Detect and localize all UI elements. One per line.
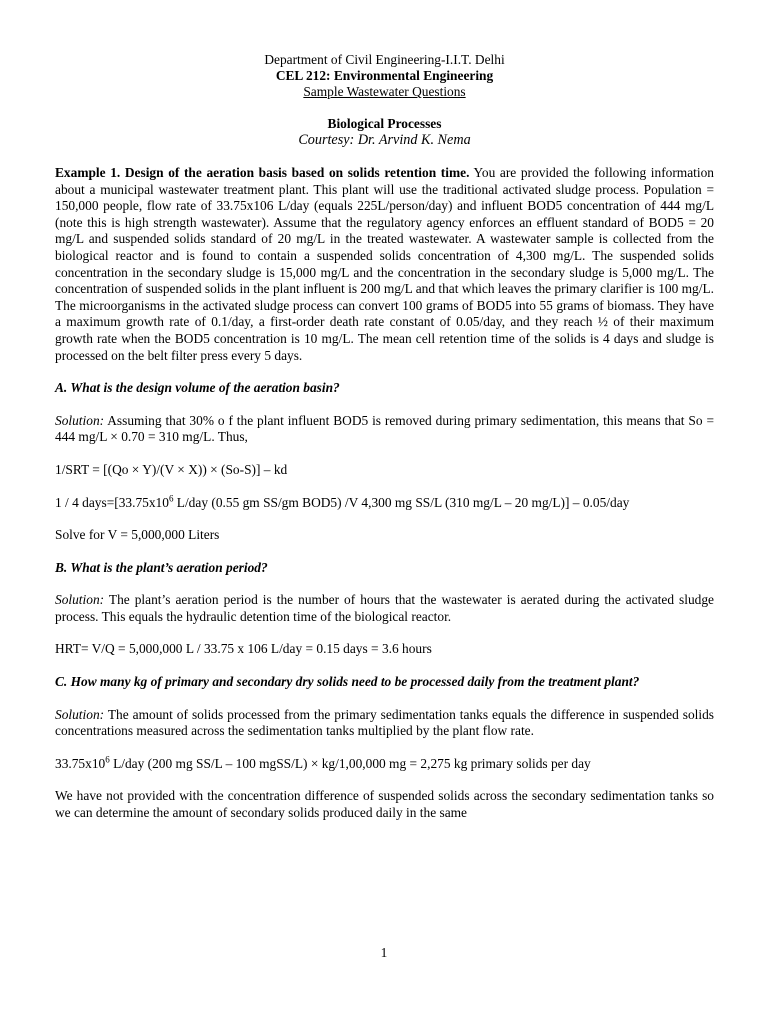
example-1-body: You are provided the following information about a municipal wastewater treatment plant. This plant will use the traditional activated sludge process. Population = 150,000 people, flow rate of 33.75x106 L/day (equals 225L/person/day) and influent BOD5 concentration of 444 mg/L (note this is high strength wastewater). Assume that the regulatory agency enforces an effluent standard of BOD5 = 20 mg/L and suspended solids standard of 20 mg/L in the treated wastewater. A wastewater sample is collected from the biological reactor and is found to contain a suspended solids concentration of 4,300 mg/L. The suspended solids concentration in the secondary sludge is 15,000 mg/L and the concentration in the secondary sludge is 5,000 mg/L. The concentration of suspended solids in the plant influent is 200 mg/L and that which leaves the primary clarifier is 100 mg/L. The microorganisms in the activated sludge process can convert 100 grams of BOD5 into 55 grams of biomass. They have a maximum growth rate of 0.1/day, a first-order death rate constant of 0.05/day, and they reach ½ of their maximum growth rate when the BOD5 concentration is 10 mg/L. The mean cell retention time of the solids is 4 days and sludge is processed on the belt filter press every 5 days. bbox=[55, 165, 714, 363]
equation-hrt: HRT= V/Q = 5,000,000 L / 33.75 x 106 L/day = 0.15 days = 3.6 hours bbox=[55, 641, 432, 657]
equation-srt-substituted bbox=[55, 495, 714, 512]
equation-srt: 1/SRT = [(Qo × Y)/(V × X)) × (So-S)] – kd bbox=[55, 461, 288, 477]
example-1-paragraph bbox=[55, 165, 714, 364]
exponent: 6 bbox=[105, 754, 110, 765]
equation-part: L/day (0.55 gm SS/gm BOD5) /V 4,300 mg SS/L (310 mg/L – 20 mg/L)] – 0.05/day bbox=[173, 494, 630, 510]
question-c: C. How many kg of primary and secondary dry solids need to be processed daily from the treatment plant? bbox=[55, 674, 640, 690]
document-subtitle: Sample Wastewater Questions bbox=[303, 84, 466, 99]
equation-part: L/day (200 mg SS/L – 100 mgSS/L) × kg/1,00,000 mg = 2,275 kg primary solids per day bbox=[109, 755, 591, 771]
solve-volume: Solve for V = 5,000,000 Liters bbox=[55, 527, 220, 543]
document-body bbox=[55, 52, 714, 822]
solution-c-label: Solution: bbox=[55, 706, 105, 722]
example-1-lead: Example 1. Design of the aeration basis based on solids retention time. bbox=[55, 165, 470, 180]
equation-part: 1 / 4 days=[33.75x10 bbox=[55, 494, 169, 510]
solution-a-text: Assuming that 30% o f the plant influent BOD5 is removed during primary sedimentation, this means that So = 444 mg/L × 0.70 = 310 mg/L. Thus, bbox=[55, 412, 714, 445]
secondary-solids-paragraph: We have not provided with the concentration difference of suspended solids across the secondary sedimentation tanks so we can determine the amount of secondary solids produced daily in the same bbox=[55, 788, 714, 821]
solution-b bbox=[55, 592, 714, 625]
solution-c bbox=[55, 707, 714, 740]
solution-a bbox=[55, 413, 714, 446]
section-heading bbox=[55, 116, 714, 149]
equation-part: 33.75x10 bbox=[55, 755, 106, 771]
section-title: Biological Processes bbox=[327, 116, 442, 131]
course-title: CEL 212: Environmental Engineering bbox=[275, 68, 494, 83]
solution-c-text: The amount of solids processed from the primary sedimentation tanks equals the difference in suspended solids concentrations measured across the sedimentation tanks multiplied by the plant flow rate. bbox=[55, 706, 714, 739]
page-number: 1 bbox=[380, 945, 388, 960]
equation-primary-solids bbox=[55, 756, 714, 773]
solution-a-label: Solution: bbox=[55, 412, 105, 428]
solution-b-label: Solution: bbox=[55, 592, 105, 608]
solution-b-text: The plant’s aeration period is the number of hours that the wastewater is aerated during the activated sludge process. This equals the hydraulic detention time of the biological reactor. bbox=[55, 592, 714, 624]
question-b: B. What is the plant’s aeration period? bbox=[55, 559, 268, 575]
exponent: 6 bbox=[168, 493, 174, 504]
department-line: Department of Civil Engineering-I.I.T. Delhi bbox=[264, 52, 505, 67]
question-a: A. What is the design volume of the aeration basin? bbox=[55, 380, 340, 396]
courtesy-line: Courtesy: Dr. Arvind K. Nema bbox=[298, 132, 471, 148]
